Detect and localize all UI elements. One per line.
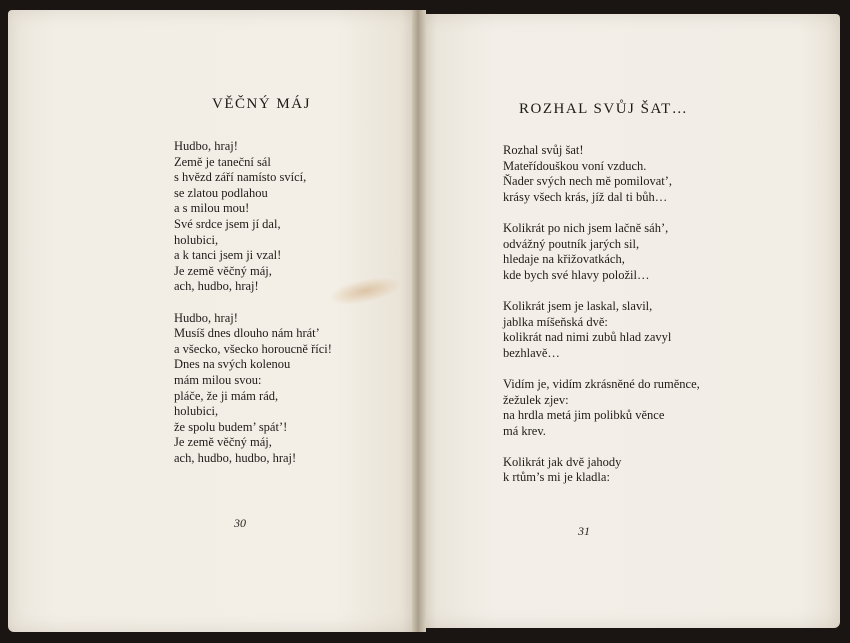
poem-line: krásy všech krás, jíž dal ti bůh… — [503, 189, 668, 204]
poem-line: bezhlavě… — [503, 345, 560, 360]
poem-line: Mateřídouškou voní vzduch. — [503, 158, 647, 173]
right-poem-title: ROZHAL SVŮJ ŠAT… — [519, 101, 689, 117]
book-gutter — [412, 10, 426, 632]
poem-line: k rtům’s mi je kladla: — [503, 470, 610, 485]
poem-line: a všecko, všecko horoucně říci! — [174, 341, 332, 356]
poem-line: jablka míšeňská dvě: — [503, 314, 608, 329]
left-poem-body — [174, 139, 332, 466]
stanza-gap — [503, 205, 700, 221]
stanza-gap — [503, 361, 700, 377]
left-poem-title: VĚČNÝ MÁJ — [212, 96, 311, 112]
stanza-gap — [503, 283, 700, 299]
stanza-gap — [503, 439, 700, 455]
poem-line: žežulek zjev: — [503, 392, 569, 407]
poem-line: a s milou mou! — [174, 201, 250, 216]
poem-line: holubici, — [174, 404, 219, 419]
poem-line: Hudbo, hraj! — [174, 310, 238, 325]
left-page-number: 30 — [234, 516, 246, 530]
poem-line: holubici, — [174, 232, 219, 247]
poem-line: na hrdla metá jim polibků věnce — [503, 408, 665, 423]
poem-line: se zlatou podlahou — [174, 185, 268, 200]
poem-line: a k tanci jsem ji vzal! — [174, 248, 282, 263]
poem-line: Kolikrát jsem je laskal, slavil, — [503, 298, 653, 313]
poem-line: odvážný poutník jarých sil, — [503, 236, 640, 251]
poem-line: Vidím je, vidím zkrásněné do ruměnce, — [503, 376, 700, 391]
poem-line: Rozhal svůj šat! — [503, 143, 584, 157]
poem-line: kolikrát nad nimi zubů hlad zavyl — [503, 330, 672, 345]
poem-line: Je země věčný máj, — [174, 263, 272, 278]
poem-line: mám milou svou: — [174, 372, 262, 387]
right-poem-body — [503, 143, 700, 486]
poem-line: hledaje na křižovatkách, — [503, 252, 625, 267]
poem-line: Ňader svých nech mě pomilovat’, — [503, 174, 673, 189]
stanza-gap — [174, 295, 332, 311]
poem-line: Země je taneční sál — [174, 154, 271, 169]
poem-line: Dnes na svých kolenou — [174, 357, 291, 372]
poem-line: Je země věčný máj, — [174, 435, 272, 450]
poem-line: ach, hudbo, hudbo, hraj! — [174, 450, 297, 465]
poem-line: Kolikrát po nich jsem lačně sáh’, — [503, 220, 669, 235]
poem-line: s hvězd září namísto svící, — [174, 170, 307, 185]
right-page-number: 31 — [578, 524, 590, 538]
poem-line: Hudbo, hraj! — [174, 139, 238, 153]
poem-line: Své srdce jsem jí dal, — [174, 216, 281, 231]
poem-line: že spolu budem’ spát’! — [174, 419, 288, 434]
poem-line: má krev. — [503, 423, 546, 438]
poem-line: Kolikrát jak dvě jahody — [503, 454, 622, 469]
poem-line: kde bych své hlavy položil… — [503, 267, 650, 282]
poem-line: Musíš dnes dlouho nám hrát’ — [174, 326, 320, 341]
poem-line: ach, hudbo, hraj! — [174, 279, 259, 294]
poem-line: pláče, že ji mám rád, — [174, 388, 279, 403]
